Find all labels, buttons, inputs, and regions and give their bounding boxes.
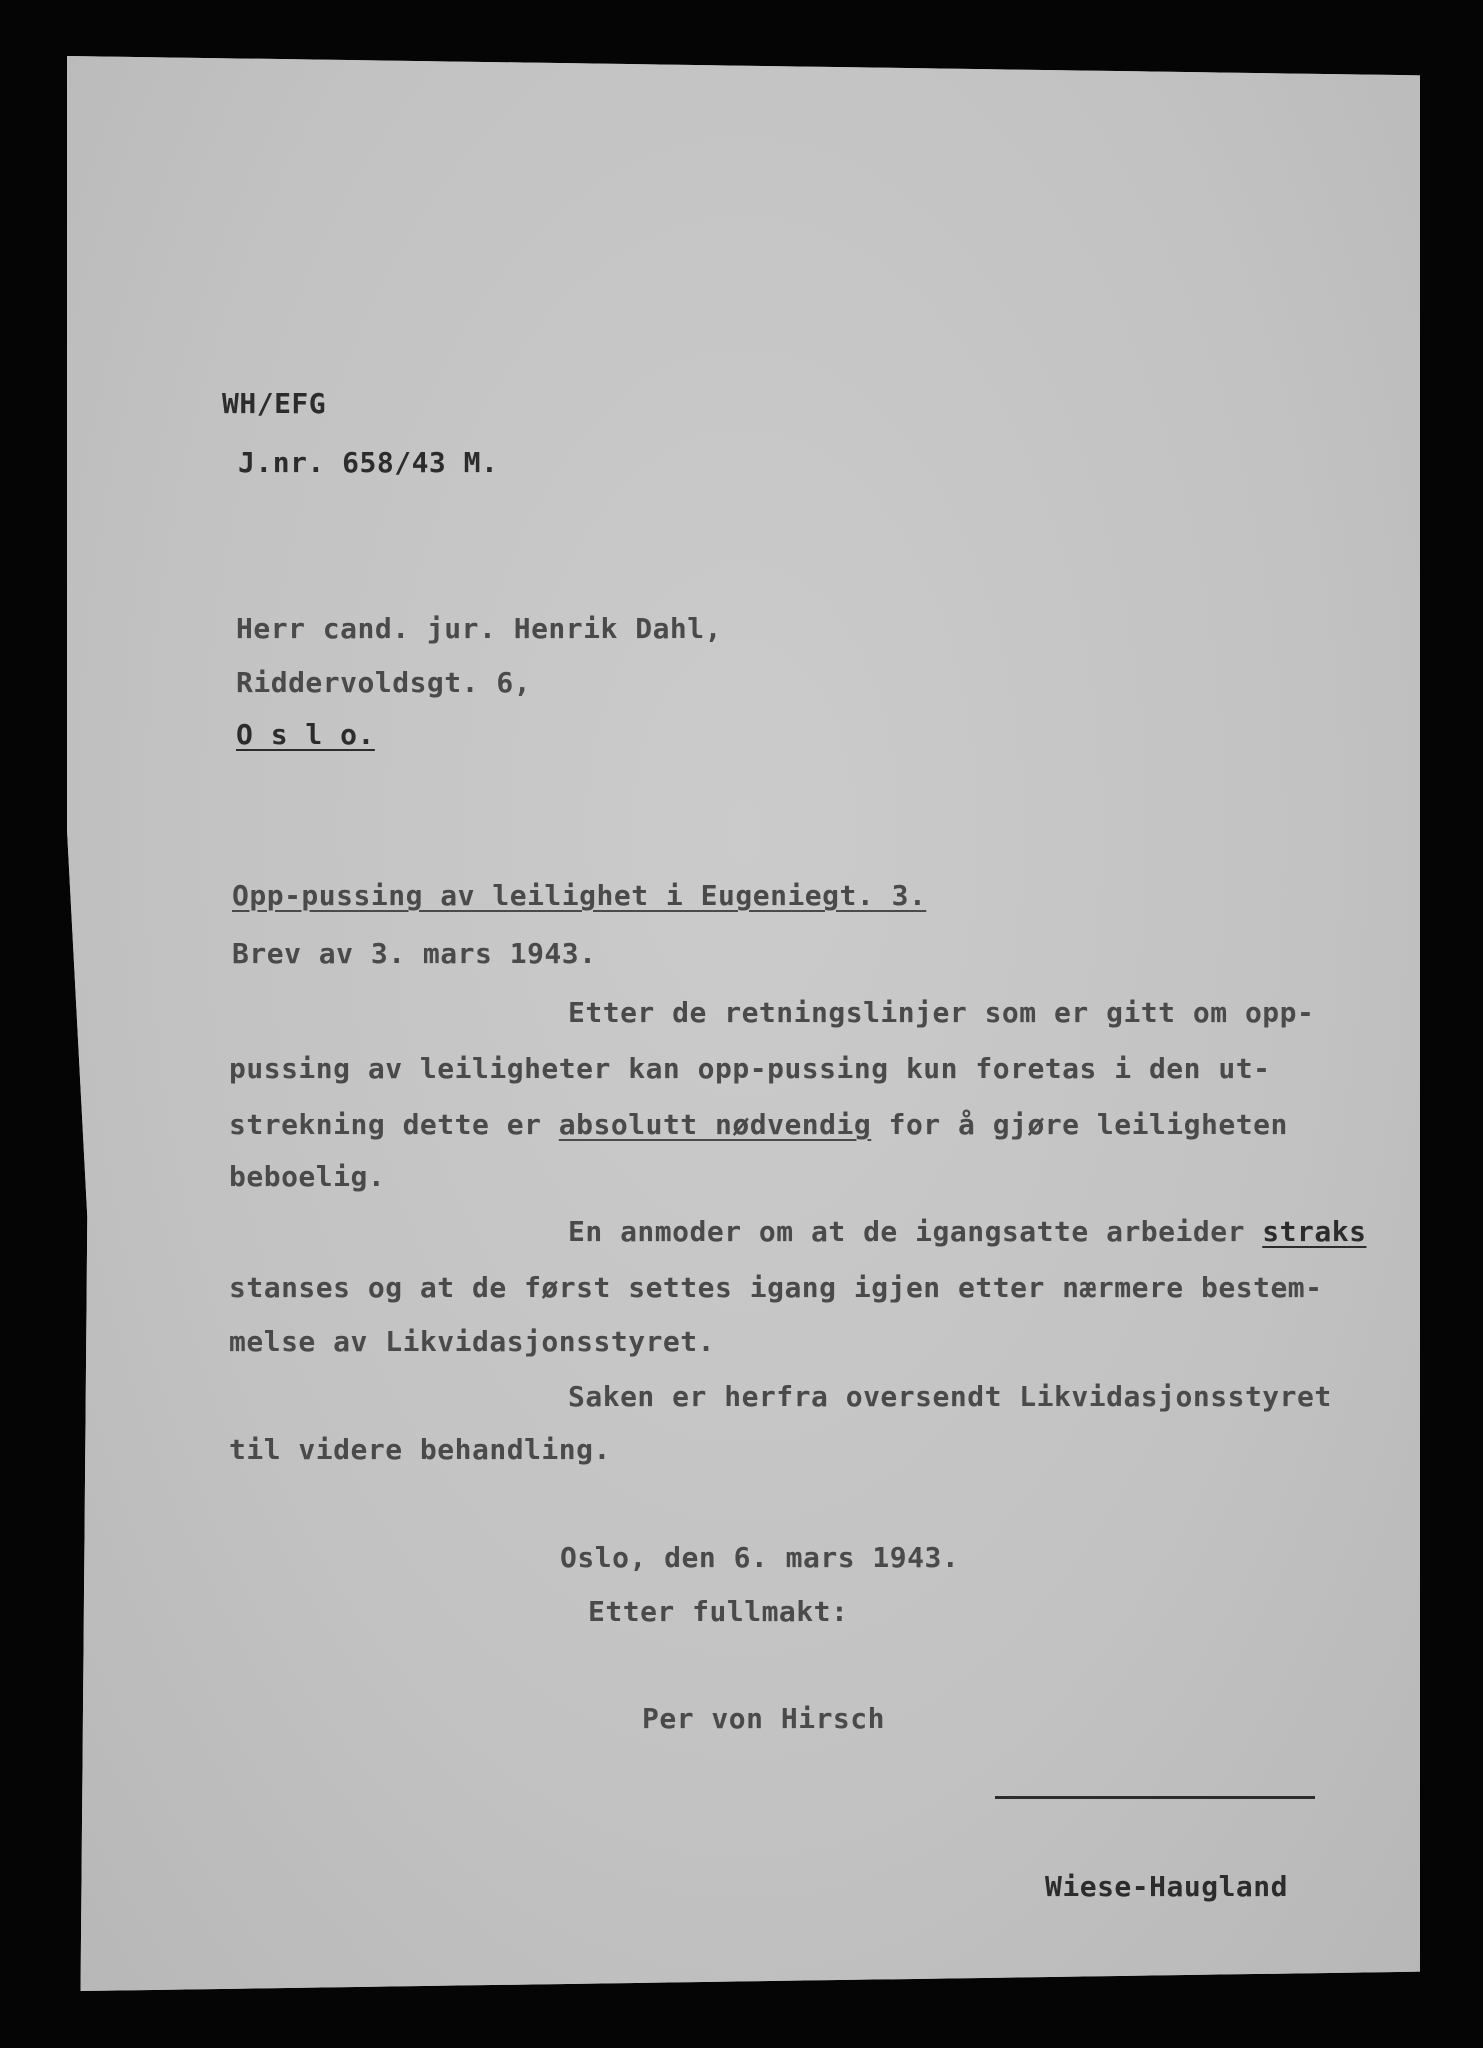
subject-line: Opp-pussing av leilighet i Eugeniegt. 3. bbox=[232, 879, 927, 912]
signatory-name: Per von Hirsch bbox=[642, 1702, 886, 1735]
paragraph-1-line-3-end: for å gjøre leiligheten bbox=[871, 1108, 1288, 1141]
paragraph-1-line-3 bbox=[229, 1108, 1288, 1141]
paragraph-2-line-1 bbox=[568, 1215, 1366, 1248]
emphasis-underlined-straks: straks bbox=[1262, 1215, 1367, 1248]
place-and-date: Oslo, den 6. mars 1943. bbox=[560, 1541, 960, 1574]
recipient-city: O s l o. bbox=[236, 718, 375, 751]
signature-line bbox=[995, 1796, 1315, 1799]
paragraph-3-line-1: Saken er herfra oversendt Likvidasjonsstyret bbox=[568, 1380, 1332, 1413]
paragraph-1-line-3-start: strekning dette er bbox=[229, 1108, 559, 1141]
recipient-name: Herr cand. jur. Henrik Dahl, bbox=[236, 612, 723, 645]
reference-initials: WH/EFG bbox=[222, 387, 327, 420]
paragraph-1-line-4: beboelig. bbox=[229, 1160, 386, 1193]
authority-line: Etter fullmakt: bbox=[588, 1595, 849, 1628]
emphasis-underlined: absolutt nødvendig bbox=[558, 1108, 872, 1141]
paragraph-3-line-2: til videre behandling. bbox=[229, 1433, 611, 1466]
paragraph-1-line-2: pussing av leiligheter kan opp-pussing kun foretas i den ut- bbox=[229, 1052, 1271, 1085]
paragraph-2-line-3: melse av Likvidasjonsstyret. bbox=[229, 1325, 716, 1358]
countersignatory-name: Wiese-Haugland bbox=[1045, 1870, 1289, 1903]
letter-reference: Brev av 3. mars 1943. bbox=[232, 937, 597, 970]
paragraph-2-line-1-start: En anmoder om at de igangsatte arbeider bbox=[568, 1215, 1263, 1248]
paragraph-1-line-1: Etter de retningslinjer som er gitt om opp- bbox=[568, 996, 1315, 1029]
paragraph-2-line-2: stanses og at de først settes igang igjen etter nærmere bestem- bbox=[229, 1271, 1323, 1304]
recipient-street: Riddervoldsgt. 6, bbox=[236, 666, 532, 699]
journal-number: J.nr. 658/43 M. bbox=[238, 446, 499, 479]
